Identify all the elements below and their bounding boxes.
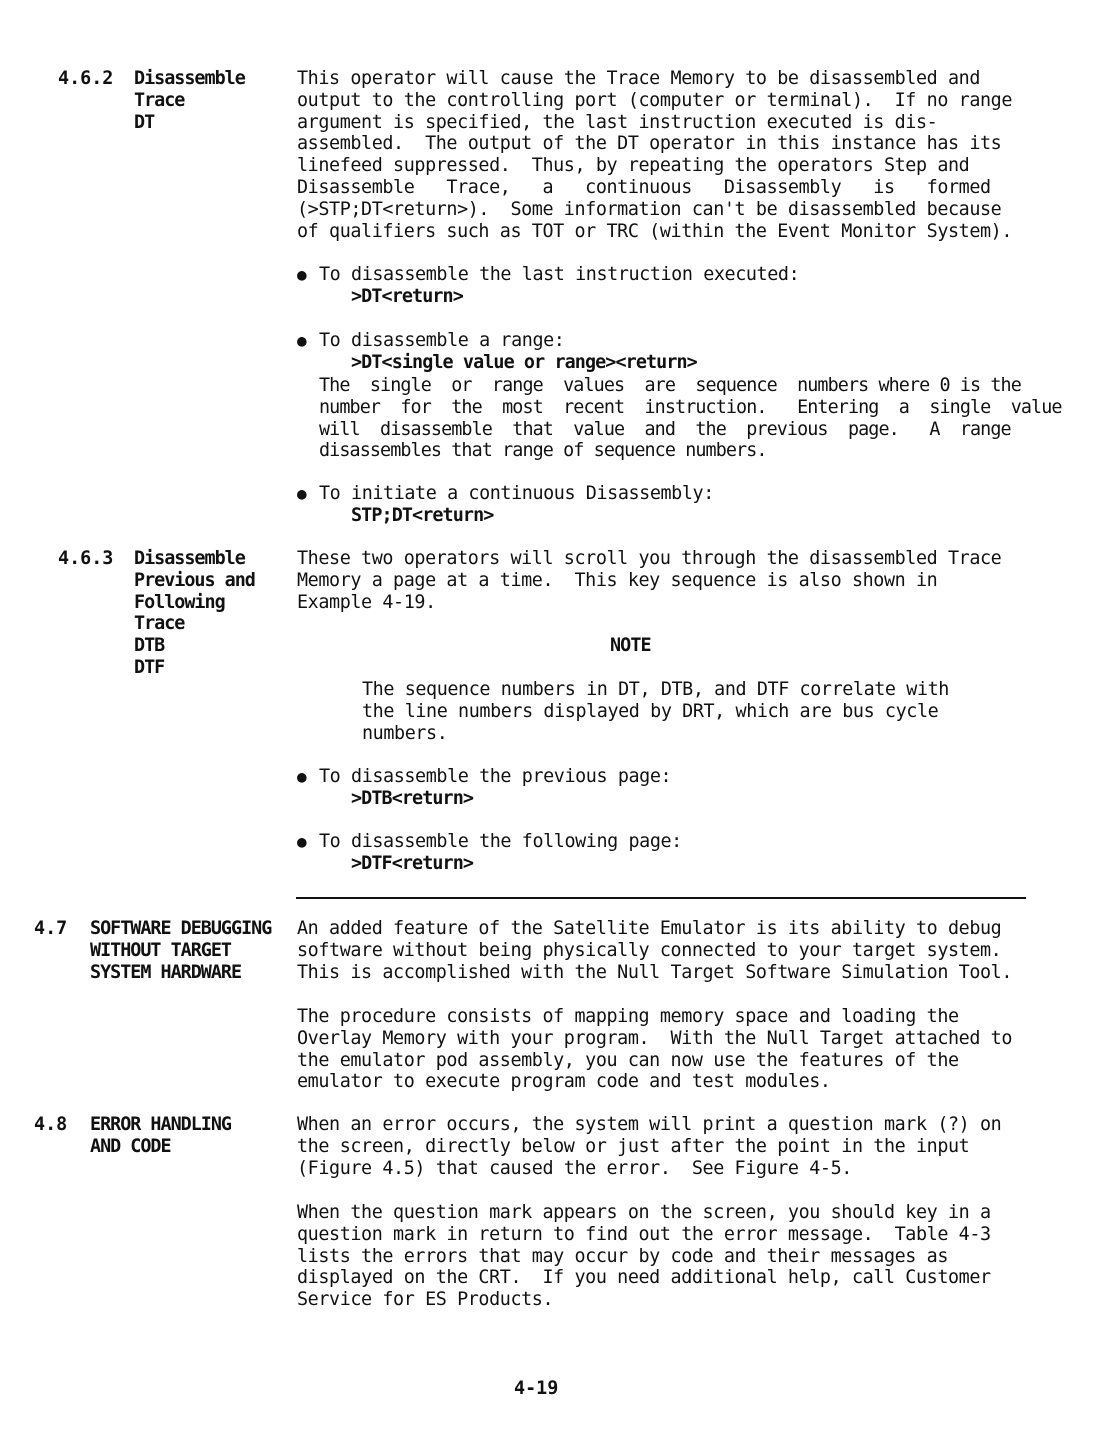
section-title-4-8: ERROR HANDLING AND CODE bbox=[90, 1114, 232, 1157]
section-title-4-6-2: Disassemble Trace DT bbox=[134, 68, 245, 133]
bullet-text: To disassemble a range: bbox=[319, 330, 565, 351]
section-body-4-6-2: This operator will cause the Trace Memory to be disassembled and output to the controlling port (computer or terminal). If no range argument is specified, the last instruction executed is dis- assembled. The output of the DT operator in this instance has its linefeed suppressed. Thus, by repeating the operators Step and Disassemble Trace, a continuous Disassembly is formed (>STP;DT<return>). Some information can't be disassembled because of qualifiers such as TOT or TRC (within the Event Monitor System). bbox=[297, 68, 1013, 242]
bullet-text: To disassemble the last instruction executed: bbox=[319, 264, 800, 285]
note-text: The sequence numbers in DT, DTB, and DTF correlate with the line numbers displayed by DRT, which are bus cycle numbers. bbox=[362, 679, 949, 744]
range-description: The single or range values are sequence numbers where 0 is the number for the most recent instruction. Entering a single value will disassemble that value and the previous page. A range disassembles that range of sequence numbers. bbox=[319, 375, 1062, 462]
bullet-icon: ● bbox=[297, 265, 307, 284]
bullet-text: To initiate a continuous Disassembly: bbox=[319, 483, 714, 504]
section-paragraph: An added feature of the Satellite Emulator is its ability to debug software without being physically connected to your target system. This is accomplished with the Null Target Software Simulation Tool. bbox=[297, 918, 1013, 983]
section-paragraph: When the question mark appears on the screen, you should key in a question mark in return to find out the error message. Table 4-3 lists the errors that may occur by code and their messages as displayed on the CRT. If you need additional help, call Customer Service for ES Products. bbox=[297, 1202, 991, 1311]
section-number-4-8: 4.8 bbox=[34, 1114, 68, 1135]
page-number: 4-19 bbox=[514, 1378, 559, 1399]
bullet-icon: ● bbox=[297, 767, 307, 786]
note-heading: NOTE bbox=[610, 635, 651, 656]
bullet-icon: ● bbox=[297, 484, 307, 503]
section-number-4-6-3: 4.6.3 bbox=[58, 548, 114, 569]
command-text: STP;DT<return> bbox=[351, 505, 494, 526]
command-text: >DT<return> bbox=[351, 286, 463, 307]
section-divider bbox=[296, 897, 1026, 899]
section-paragraph: When an error occurs, the system will print a question mark (?) on the screen, directly below or just after the point in the input (Figure 4.5) that caused the error. See Figure 4-5. bbox=[297, 1114, 1002, 1179]
command-text: >DT<single value or range><return> bbox=[351, 352, 697, 373]
section-title-4-6-3: Disassemble Previous and Following Trace DTB DTF bbox=[134, 548, 255, 678]
section-number-4-6-2: 4.6.2 bbox=[58, 68, 114, 89]
section-title-4-7: SOFTWARE DEBUGGING WITHOUT TARGET SYSTEM HARDWARE bbox=[90, 918, 272, 983]
bullet-icon: ● bbox=[297, 832, 307, 851]
bullet-text: To disassemble the previous page: bbox=[319, 766, 672, 787]
command-text: >DTF<return> bbox=[351, 853, 474, 874]
section-number-4-7: 4.7 bbox=[34, 918, 68, 939]
bullet-text: To disassemble the following page: bbox=[319, 831, 682, 852]
bullet-icon: ● bbox=[297, 331, 307, 350]
section-paragraph: The procedure consists of mapping memory space and loading the Overlay Memory with your program. With the Null Target attached to the emulator pod assembly, you can now use the features of the emulator to execute program code and test modules. bbox=[297, 1006, 1013, 1093]
section-body-4-6-3: These two operators will scroll you through the disassembled Trace Memory a page at a time. This key sequence is also shown in Example 4-19. bbox=[297, 548, 1002, 613]
command-text: >DTB<return> bbox=[351, 788, 474, 809]
